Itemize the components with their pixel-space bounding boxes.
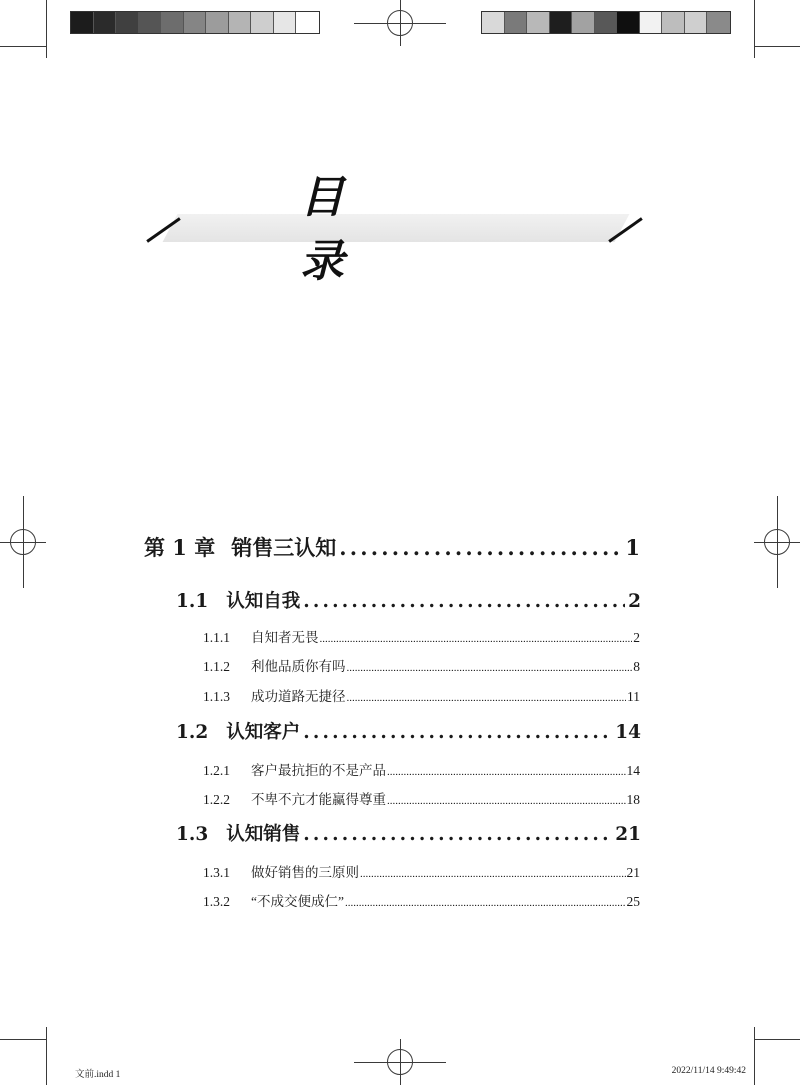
subsection-number: 1.2.2 [203, 792, 230, 807]
color-swatch [617, 12, 640, 33]
subsection-title: 自知者无畏 [251, 630, 319, 645]
toc-subsection[interactable] [203, 788, 640, 808]
dot-leader [303, 591, 625, 612]
color-swatch [640, 12, 663, 33]
dot-leader [303, 722, 612, 743]
color-swatch [482, 12, 505, 33]
toc-subsection[interactable] [203, 890, 640, 910]
page-number: 2 [628, 591, 641, 612]
color-swatch [505, 12, 528, 33]
color-bar-left [70, 11, 320, 34]
chapter-number: 第 1 章 [144, 535, 216, 560]
toc-subsection[interactable] [203, 655, 640, 675]
color-swatch [94, 12, 117, 33]
section-number: 1.1 [176, 591, 209, 612]
footer-timestamp: 2022/11/14 9:49:42 [671, 1066, 746, 1076]
subsection-title: 成功道路无捷径 [251, 689, 346, 704]
color-swatch [550, 12, 573, 33]
toc-subsection[interactable] [203, 759, 640, 779]
subsection-number: 1.2.1 [203, 763, 230, 778]
toc-subsection[interactable] [203, 685, 640, 705]
toc-section[interactable] [176, 718, 641, 744]
subsection-number: 1.1.1 [203, 630, 230, 645]
section-number: 1.2 [176, 722, 209, 743]
color-swatch [296, 12, 319, 33]
page-number: 18 [626, 792, 640, 807]
color-swatch [206, 12, 229, 33]
dot-leader [387, 766, 626, 778]
color-swatch [116, 12, 139, 33]
page-number: 25 [626, 894, 640, 909]
color-swatch [527, 12, 550, 33]
color-swatch [274, 12, 297, 33]
section-title: 认知销售 [226, 824, 301, 845]
dot-leader [347, 692, 627, 704]
toc-section[interactable] [176, 820, 641, 846]
subsection-number: 1.1.3 [203, 689, 230, 704]
dot-leader [339, 535, 622, 560]
color-swatch [685, 12, 708, 33]
page-number: 1 [625, 535, 640, 560]
toc-section[interactable] [176, 587, 641, 613]
color-swatch [161, 12, 184, 33]
dot-leader [345, 897, 626, 909]
subsection-title: “不成交便成仁” [251, 894, 344, 909]
page-number: 21 [626, 865, 640, 880]
color-swatch [707, 12, 730, 33]
page-number: 11 [627, 689, 640, 704]
section-title: 认知自我 [226, 591, 301, 612]
subsection-title: 客户最抗拒的不是产品 [251, 763, 386, 778]
dot-leader [387, 795, 626, 807]
toc-chapter[interactable] [144, 532, 640, 562]
dot-leader [347, 662, 633, 674]
page-number: 8 [633, 659, 640, 674]
color-swatch [662, 12, 685, 33]
subsection-number: 1.3.2 [203, 894, 230, 909]
page-number: 14 [626, 763, 640, 778]
footer-filename: 文前.indd 1 [75, 1070, 121, 1080]
color-swatch [251, 12, 274, 33]
subsection-title: 做好销售的三原则 [251, 865, 359, 880]
section-title: 认知客户 [226, 722, 301, 743]
color-bar-right [481, 11, 731, 34]
page-number: 14 [615, 722, 641, 743]
toc-subsection[interactable] [203, 861, 640, 881]
color-swatch [71, 12, 94, 33]
subsection-number: 1.1.2 [203, 659, 230, 674]
dot-leader [320, 633, 633, 645]
color-swatch [229, 12, 252, 33]
toc-subsection[interactable] [203, 626, 640, 646]
dot-leader [303, 824, 612, 845]
subsection-title: 利他品质你有吗 [251, 659, 346, 674]
color-swatch [184, 12, 207, 33]
chapter-title: 销售三认知 [231, 535, 337, 560]
color-swatch [139, 12, 162, 33]
page-number: 21 [615, 824, 641, 845]
subsection-title: 不卑不亢才能赢得尊重 [251, 792, 386, 807]
color-swatch [572, 12, 595, 33]
subsection-number: 1.3.1 [203, 865, 230, 880]
color-swatch [595, 12, 618, 33]
page-number: 2 [633, 630, 640, 645]
dot-leader [360, 868, 626, 880]
section-number: 1.3 [176, 824, 209, 845]
page-title: 目 录 [300, 172, 394, 287]
